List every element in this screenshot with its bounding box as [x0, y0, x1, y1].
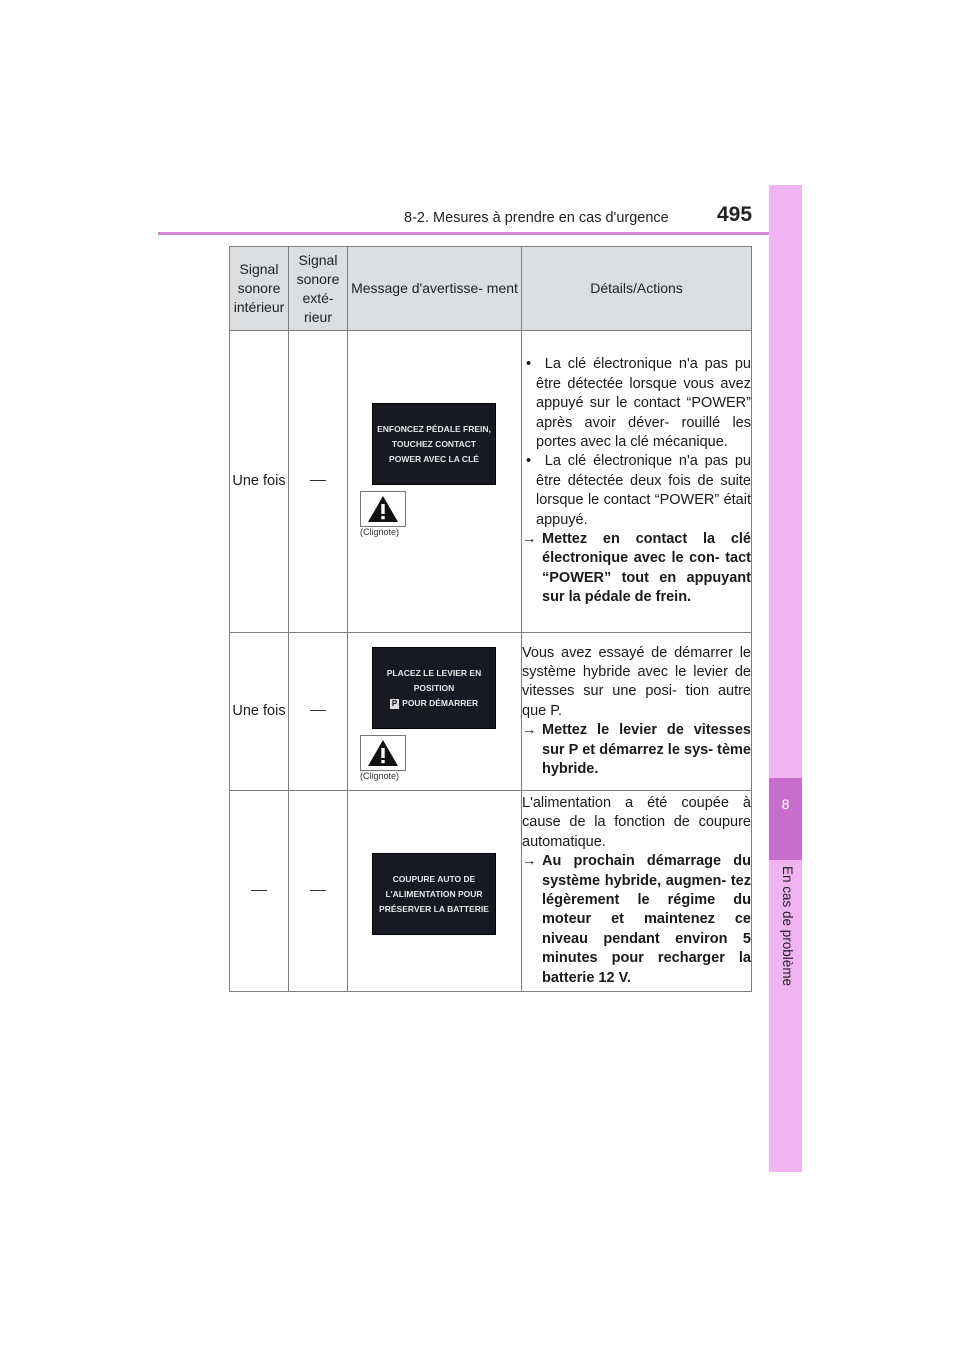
- details-cell: [522, 331, 752, 633]
- warning-triangle-icon: [366, 494, 400, 524]
- chapter-side-tab: [769, 185, 802, 1172]
- page-number: 495: [717, 203, 753, 226]
- detail-bullet: • La clé électronique n'a pas pu être détectée deux fois de suite lorsque le contact “POWER” était appuyé.: [526, 453, 751, 528]
- action-text: → Au prochain démarrage du système hybride, augmen- tez légèrement le régime du moteur et maintenez ce niveau pendant environ 5 minutes pour recharger la batterie 12 V.: [522, 853, 751, 986]
- chapter-number: 8: [781, 796, 790, 812]
- p-position-badge: P: [391, 698, 398, 708]
- exterior-buzzer-cell: [289, 791, 348, 992]
- display-screen: ENFONCEZ PÉDALE FREIN, TOUCHEZ CONTACT POWER AVEC LA CLÉ: [372, 403, 496, 485]
- details-cell: [522, 791, 752, 992]
- display-screen: COUPURE AUTO DE L'ALIMENTATION POUR PRÉSERVER LA BATTERIE: [372, 853, 496, 935]
- chapter-tab-active: [769, 778, 802, 860]
- message-cell: [348, 791, 522, 992]
- warning-message-table: [229, 246, 752, 992]
- header-warning-message: Message d'avertisse- ment: [348, 247, 522, 331]
- header-exterior-buzzer: Signal sonore exté- rieur: [289, 247, 348, 331]
- dash-mark: [310, 890, 326, 891]
- detail-bullet: • La clé électronique n'a pas pu être détectée lorsque vous avez appuyé sur le contact “POWER” après avoir déver- rouillé les portes avec la clé mécanique.: [526, 356, 751, 450]
- table-header-row: [230, 247, 752, 331]
- warning-indicator: [360, 735, 406, 771]
- dash-mark: [310, 480, 326, 481]
- exterior-buzzer-cell: [289, 633, 348, 791]
- header-interior-buzzer: Signal sonore intérieur: [230, 247, 289, 331]
- interior-buzzer-cell: Une fois: [230, 633, 289, 791]
- display-screen: PLACEZ LE LEVIER EN POSITION P POUR DÉMARRER: [372, 647, 496, 729]
- warning-indicator: [360, 491, 406, 527]
- indicator-caption: (Clignote): [360, 527, 400, 537]
- dash-mark: [251, 890, 267, 891]
- table-row: [230, 633, 752, 791]
- chapter-label: En cas de problème: [780, 866, 795, 987]
- table-row: [230, 331, 752, 633]
- detail-text: L'alimentation a été coupée à cause de la fonction de coupure automatique.: [522, 794, 751, 850]
- indicator-caption: (Clignote): [360, 771, 400, 781]
- action-text: → Mettez le levier de vitesses sur P et démarrez le sys- tème hybride.: [522, 722, 751, 778]
- header-rule: [158, 232, 802, 235]
- action-text: → Mettez en contact la clé électronique avec le con- tact “POWER” tout en appuyant sur la pédale de frein.: [522, 531, 751, 606]
- header-details-actions: Détails/Actions: [522, 247, 752, 331]
- warning-triangle-icon: [366, 738, 400, 768]
- details-cell: [522, 633, 752, 791]
- section-title: 8-2. Mesures à prendre en cas d'urgence: [404, 210, 669, 226]
- exterior-buzzer-cell: [289, 331, 348, 633]
- interior-buzzer-cell: [230, 791, 289, 992]
- message-cell: [348, 331, 522, 633]
- detail-text: Vous avez essayé de démarrer le système hybride avec le levier de vitesses sur une posi- tion autre que P.: [522, 644, 751, 719]
- table-row: [230, 791, 752, 992]
- dash-mark: [310, 710, 326, 711]
- message-cell: [348, 633, 522, 791]
- interior-buzzer-cell: Une fois: [230, 331, 289, 633]
